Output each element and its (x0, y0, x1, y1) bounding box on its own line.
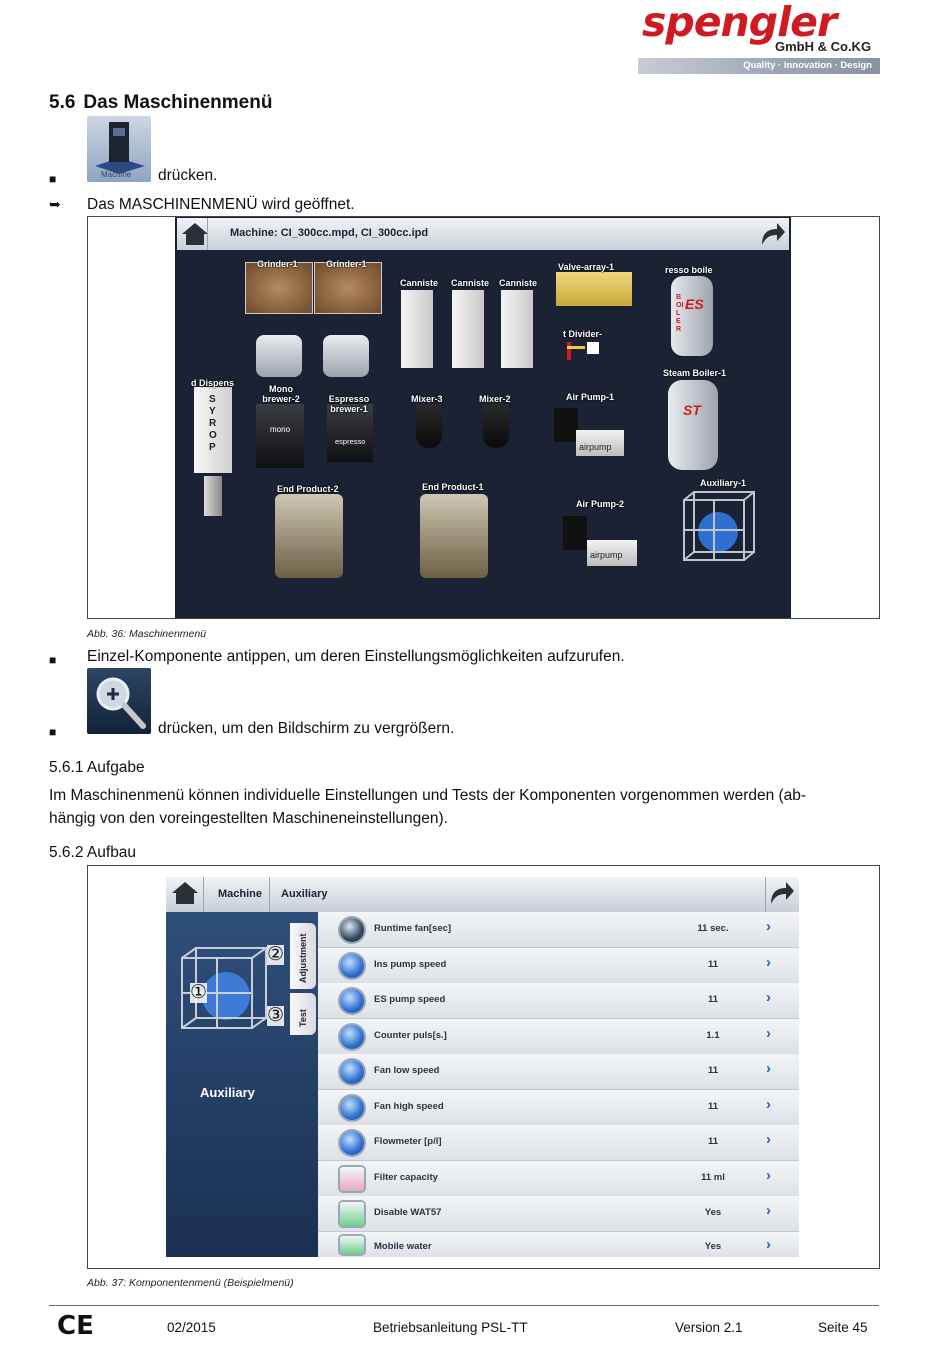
component-label: Mono brewer-2 (262, 384, 300, 404)
air-pump[interactable] (563, 516, 639, 568)
callout-3: ③ (267, 1005, 285, 1026)
component-label: End Product-2 (277, 484, 339, 494)
row-label: Mobile water (374, 1240, 432, 1252)
section-title: Das Maschinenmenü (83, 92, 273, 113)
breadcrumb-divider (269, 877, 270, 912)
home-icon[interactable] (181, 222, 209, 251)
water-tank-icon (340, 1236, 364, 1254)
footer-page: Seite 45 (818, 1320, 868, 1335)
row-value: Yes (704, 1207, 722, 1218)
chevron-right-icon: › (766, 1131, 771, 1148)
company-logo (638, 2, 880, 74)
chevron-right-icon: › (766, 1202, 771, 1219)
subsection-title: 5.6.1 Aufgabe (49, 759, 145, 776)
grinder-hopper[interactable] (314, 262, 382, 314)
footer-divider (49, 1305, 879, 1306)
result1-text: Das MASCHINENMENÜ wird geöffnet. (87, 196, 355, 213)
home-icon[interactable] (171, 881, 199, 910)
tab-test[interactable] (290, 993, 316, 1035)
boiler-text: BOILER (676, 294, 684, 333)
machine-menu-title: Machine: CI_300cc.mpd, CI_300cc.ipd (230, 227, 429, 239)
chevron-right-icon: › (766, 918, 771, 935)
step3-text: drücken, um den Bildschirm zu vergrößern. (158, 720, 455, 737)
section-number: 5.6 (49, 92, 76, 113)
footer-date: 02/2015 (167, 1320, 216, 1335)
mixer[interactable] (483, 404, 509, 448)
end-product[interactable] (275, 494, 343, 578)
air-pump[interactable] (554, 408, 626, 460)
component-label: Auxiliary-1 (700, 478, 747, 488)
row-value: 11 (707, 1136, 719, 1147)
step2-text: Einzel-Komponente antippen, um deren Einstellungsmöglichkeiten aufzurufen. (87, 648, 625, 665)
row-label: Ins pump speed (374, 958, 447, 970)
row-label: Filter capacity (374, 1171, 438, 1183)
globe-icon (340, 989, 364, 1013)
list-item[interactable] (318, 1090, 799, 1126)
steam-boiler[interactable] (668, 380, 718, 470)
bullet-square: ■ (49, 653, 57, 667)
settings-list (318, 912, 799, 1257)
canister[interactable] (501, 290, 533, 368)
divider-component[interactable] (565, 340, 601, 362)
back-icon[interactable] (767, 880, 795, 911)
end-product[interactable] (420, 494, 488, 578)
subsection-body: hängig von den voreingestellten Maschineneinstellungen). (49, 810, 448, 827)
figure1-caption: Abb. 36: Maschinenmenü (87, 628, 207, 640)
toolbar-divider (765, 877, 766, 912)
breadcrumb-machine[interactable]: Machine (218, 888, 263, 900)
chevron-right-icon: › (766, 1235, 771, 1253)
component-label: Air Pump-2 (576, 499, 625, 509)
zoom-button-icon[interactable] (87, 668, 151, 734)
section-heading (49, 92, 272, 114)
canister[interactable] (401, 290, 433, 368)
grinder-hopper[interactable] (245, 262, 313, 314)
valve-array[interactable] (556, 272, 632, 306)
component-label: Canniste (451, 278, 490, 288)
subsection-body: Im Maschinenmenü können individuelle Einstellungen und Tests der Komponenten vorgenommen werden (ab- (49, 787, 807, 804)
row-label: Disable WAT57 (374, 1207, 442, 1218)
fan-icon (340, 918, 364, 942)
syrop-pump[interactable] (204, 476, 222, 516)
chevron-right-icon: › (766, 1024, 771, 1042)
tab-test-label: Test (298, 1009, 308, 1027)
breadcrumb-divider (203, 877, 204, 912)
footer-version: Version 2.1 (675, 1320, 743, 1335)
breadcrumb-divider (207, 218, 208, 250)
component-label: Canniste (400, 278, 439, 288)
component-label: Valve-array-1 (558, 262, 615, 272)
component-label: Espresso brewer-1 (328, 394, 370, 414)
chevron-right-icon: › (766, 1095, 771, 1113)
chevron-right-icon: › (766, 953, 771, 971)
airpump-text: airpump (579, 442, 612, 452)
list-item[interactable] (318, 948, 799, 984)
logo-tagline: Quality · Innovation · Design (743, 60, 872, 71)
row-value: 11 (707, 958, 719, 970)
callout-1: ① (190, 982, 208, 1003)
list-item[interactable] (318, 1019, 799, 1055)
result-arrow-icon: ➥ (49, 196, 61, 212)
tab-adjustment[interactable] (290, 923, 316, 989)
component-label: End Product-1 (422, 482, 484, 492)
component-label: t Divider- (563, 329, 603, 339)
tab-adjustment-label: Adjustment (298, 933, 308, 983)
filter-icon (340, 1167, 364, 1191)
panel-title: Auxiliary (200, 1085, 255, 1100)
component-label: Grinder-1 (326, 259, 367, 269)
component-label: d Dispens (191, 378, 235, 388)
list-item[interactable] (318, 1196, 799, 1232)
mono-brewer[interactable] (256, 404, 304, 468)
ce-mark-icon: CE (57, 1311, 94, 1341)
water-tank-icon (340, 1202, 364, 1226)
list-item[interactable] (318, 912, 799, 948)
machine-icon-label: Machine (101, 170, 132, 179)
bullet-square: ■ (49, 725, 57, 739)
logo-wordmark: spengler (642, 0, 837, 46)
component-label: resso boile (665, 265, 713, 275)
mixer[interactable] (416, 404, 442, 448)
callout-2: ② (267, 944, 285, 965)
logo-company-form: GmbH & Co.KG (775, 39, 872, 54)
row-label: Flowmeter [p/l] (374, 1136, 442, 1147)
syrop-text: SYROP (209, 394, 217, 453)
row-value: 11 (707, 1065, 719, 1076)
component-label: Canniste (499, 278, 538, 288)
globe-icon (340, 1096, 364, 1120)
step1-text: drücken. (158, 167, 218, 184)
list-item[interactable] (318, 1232, 799, 1257)
mono-brewer-text: mono (270, 425, 291, 434)
row-label: Runtime fan[sec] (374, 923, 452, 934)
auxiliary-component[interactable] (676, 488, 760, 572)
list-item[interactable] (318, 1125, 799, 1161)
row-label: Counter puls[s.] (374, 1029, 447, 1041)
row-value: 11 ml (701, 1171, 725, 1183)
list-item[interactable] (318, 1161, 799, 1197)
chevron-right-icon: › (766, 989, 771, 1006)
es-badge: ES (685, 296, 704, 312)
component-label: Mixer-2 (479, 394, 511, 404)
component-label: Grinder-1 (257, 259, 298, 269)
row-label: Fan high speed (374, 1100, 444, 1112)
subsection-title: 5.6.2 Aufbau (49, 844, 137, 861)
list-item[interactable] (318, 1054, 799, 1090)
globe-icon (340, 954, 364, 978)
machine-button-icon[interactable] (87, 116, 151, 182)
component-label: Air Pump-1 (566, 392, 615, 402)
row-value: 11 (707, 994, 719, 1005)
grinder-motor[interactable] (256, 335, 302, 377)
globe-icon (340, 1131, 364, 1155)
row-value: 1.1 (706, 1029, 720, 1041)
bullet-square: ■ (49, 172, 57, 186)
espresso-brewer-text: espresso (335, 437, 366, 446)
component-label: Mixer-3 (411, 394, 443, 404)
row-value: Yes (704, 1240, 722, 1252)
row-label: Fan low speed (374, 1065, 440, 1076)
airpump-text: airpump (590, 550, 623, 560)
list-item[interactable] (318, 983, 799, 1019)
component-label: Steam Boiler-1 (663, 368, 727, 378)
row-label: ES pump speed (374, 994, 446, 1005)
canister[interactable] (452, 290, 484, 368)
row-value: 11 sec. (697, 923, 729, 934)
footer-document: Betriebsanleitung PSL-TT (373, 1320, 528, 1335)
globe-icon (340, 1060, 364, 1084)
globe-icon (340, 1025, 364, 1049)
grinder-motor[interactable] (323, 335, 369, 377)
chevron-right-icon: › (766, 1060, 771, 1077)
chevron-right-icon: › (766, 1166, 771, 1184)
row-value: 11 (707, 1100, 719, 1112)
figure2-caption: Abb. 37: Komponentenmenü (Beispielmenü) (87, 1277, 294, 1289)
back-icon[interactable] (758, 221, 786, 252)
st-badge: ST (683, 402, 701, 418)
breadcrumb-auxiliary[interactable]: Auxiliary (281, 888, 328, 900)
